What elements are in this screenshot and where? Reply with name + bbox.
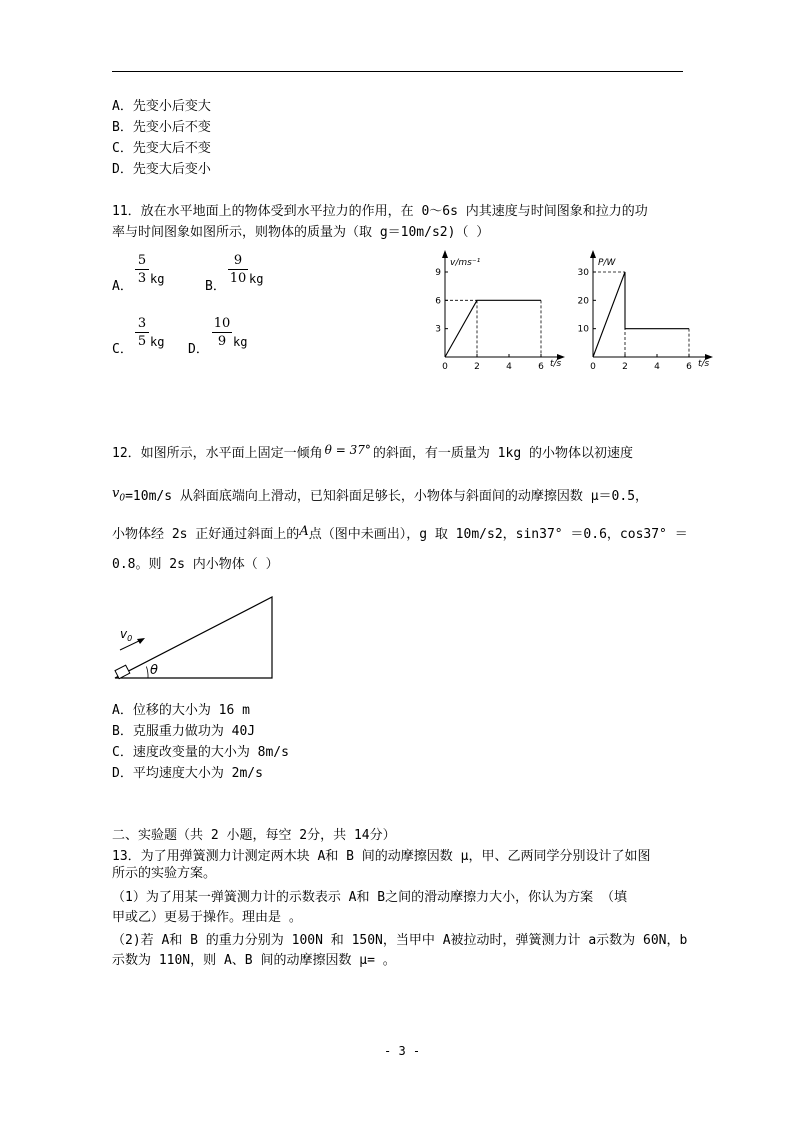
page-number: - 3 - — [384, 1044, 421, 1058]
q11-option-d-letter: D． — [188, 342, 209, 357]
numerator: 3 — [137, 316, 147, 331]
q13-part2-line1: （2)若 A和 B 的重力分别为 100N 和 150N，当甲中 A被拉动时，弹簧测力计 a示数为 60N，b — [112, 933, 688, 948]
q12-line2-text: =10m/s 从斜面底端向上滑动，已知斜面足够长，小物体与斜面间的动摩擦因数 μ＝0.5， — [125, 489, 649, 504]
q12-line3 — [112, 524, 688, 543]
q12-option-c: C．速度改变量的大小为 8m/s — [112, 745, 289, 760]
q11-option-c-fraction — [135, 316, 165, 349]
numerator: 5 — [137, 253, 147, 268]
theta-label: θ — [150, 663, 158, 678]
fraction-bar — [212, 332, 232, 333]
fraction-bar — [135, 332, 149, 333]
v0-symbol — [112, 486, 126, 504]
fraction-bar — [135, 269, 149, 270]
v0-label — [120, 627, 132, 643]
q12-line1 — [112, 445, 633, 462]
vt-y-tick-label: 6 — [435, 296, 441, 307]
pt-x-tick-label: 4 — [654, 362, 660, 372]
q13-part1-line2: 甲或乙）更易于操作。理由是 。 — [112, 910, 302, 925]
q12-option-a: A．位移的大小为 16 m — [112, 703, 250, 718]
v0-label-letter: v — [120, 627, 128, 641]
denominator: 10 — [229, 271, 247, 286]
q12-line4: 0.8。则 2s 内小物体（ ） — [112, 557, 279, 572]
unit: kg — [249, 272, 264, 286]
pt-y-tick-label: 10 — [577, 324, 589, 335]
q12-option-d: D．平均速度大小为 2m/s — [112, 766, 263, 781]
vt-x-tick-label: 0 — [442, 362, 448, 372]
q12-line3-text-a: 小物体经 2s 正好通过斜面上的 — [112, 527, 300, 542]
pt-x-tick-label: 6 — [686, 362, 692, 372]
pt-x-tick-label: 2 — [622, 362, 628, 372]
pt-y-tick-label: 20 — [577, 296, 589, 307]
section2-heading: 二、实验题（共 2 小题，每空 2分，共 14分） — [112, 828, 396, 843]
vt-x-tick-label: 2 — [474, 362, 480, 372]
unit: kg — [150, 272, 165, 286]
incline-triangle — [115, 597, 272, 678]
q11-option-a-fraction — [135, 253, 165, 286]
fraction-bar — [228, 269, 248, 270]
q13-line1: 13．为了用弹簧测力计测定两木块 A和 B 间的动摩擦因数 μ，甲、乙两同学分别设计了如图 — [112, 849, 651, 864]
denominator: 3 — [137, 271, 147, 286]
denominator: 9 — [217, 334, 227, 349]
pt-y-tick-label: 30 — [577, 268, 589, 278]
v0-label-sub: 0 — [127, 634, 133, 643]
q12-line2 — [112, 486, 649, 510]
velocity-time-graph — [420, 250, 570, 375]
q11-stem-line1: 11．放在水平地面上的物体受到水平拉力的作用，在 0～6s 内其速度与时间图象和拉力的功 — [112, 204, 648, 219]
unit: kg — [233, 335, 248, 349]
q10-option-a: A．先变小后变大 — [112, 99, 211, 114]
vt-y-tick-label: 9 — [435, 268, 441, 278]
q12-line1-text-a: 12．如图所示，水平面上固定一倾角 — [112, 446, 323, 461]
point-a-symbol: A — [299, 524, 309, 539]
vt-x-axis-label: t/s — [550, 359, 562, 369]
q11-option-a-letter: A． — [112, 279, 133, 294]
q12-theta-equation: θ = 37° — [324, 443, 371, 457]
q10-option-d: D．先变大后变小 — [112, 162, 211, 177]
q12-option-b: B．克服重力做功为 40J — [112, 724, 256, 739]
incline-figure — [110, 592, 280, 687]
angle-arc — [146, 667, 148, 679]
vt-x-tick-label: 6 — [538, 362, 544, 372]
numerator: 9 — [233, 253, 243, 268]
q12-line1-text-b: 的斜面，有一质量为 1kg 的小物体以初速度 — [372, 446, 633, 461]
q13-part2-line2: 示数为 110N，则 A、B 间的动摩擦因数 μ= 。 — [112, 953, 396, 968]
denominator: 5 — [137, 334, 147, 349]
vt-y-tick-label: 3 — [435, 324, 441, 335]
pt-series-line — [593, 272, 689, 357]
vt-y-arrowhead — [442, 250, 448, 258]
pt-x-axis-label: t/s — [698, 359, 710, 369]
q10-option-b: B．先变小后不变 — [112, 120, 211, 135]
pt-x-tick-label: 0 — [590, 362, 596, 372]
pt-y-arrowhead — [590, 250, 596, 258]
header-rule — [112, 71, 683, 72]
numerator: 10 — [213, 316, 231, 331]
power-time-graph — [570, 250, 715, 375]
v-letter: v — [112, 486, 120, 501]
vt-y-axis-label: v/ms⁻¹ — [450, 258, 481, 268]
q12-line3-text-b: 点（图中未画出），g 取 10m/s2，sin37° ＝0.6，cos37° ＝ — [308, 527, 688, 542]
q11-option-c-letter: C． — [112, 342, 133, 357]
q11-stem-line2: 率与时间图象如图所示，则物体的质量为（取 g＝10m/s2)（ ） — [112, 225, 490, 240]
q11-option-b-letter: B． — [205, 279, 226, 294]
vt-series-line — [445, 300, 541, 357]
unit: kg — [150, 335, 165, 349]
pt-y-axis-label: P/W — [598, 258, 616, 268]
q11-option-b-fraction — [228, 253, 264, 286]
v0-subscript: 0 — [119, 493, 126, 504]
q11-option-d-fraction — [212, 316, 248, 349]
q13-part1-line1: （1）为了用某一弹簧测力计的示数表示 A和 B之间的滑动摩擦力大小，你认为方案 （填 — [112, 890, 627, 905]
q10-option-c: C．先变大后不变 — [112, 141, 211, 156]
q13-line2: 所示的实验方案。 — [112, 866, 217, 881]
vt-x-tick-label: 4 — [506, 362, 512, 372]
